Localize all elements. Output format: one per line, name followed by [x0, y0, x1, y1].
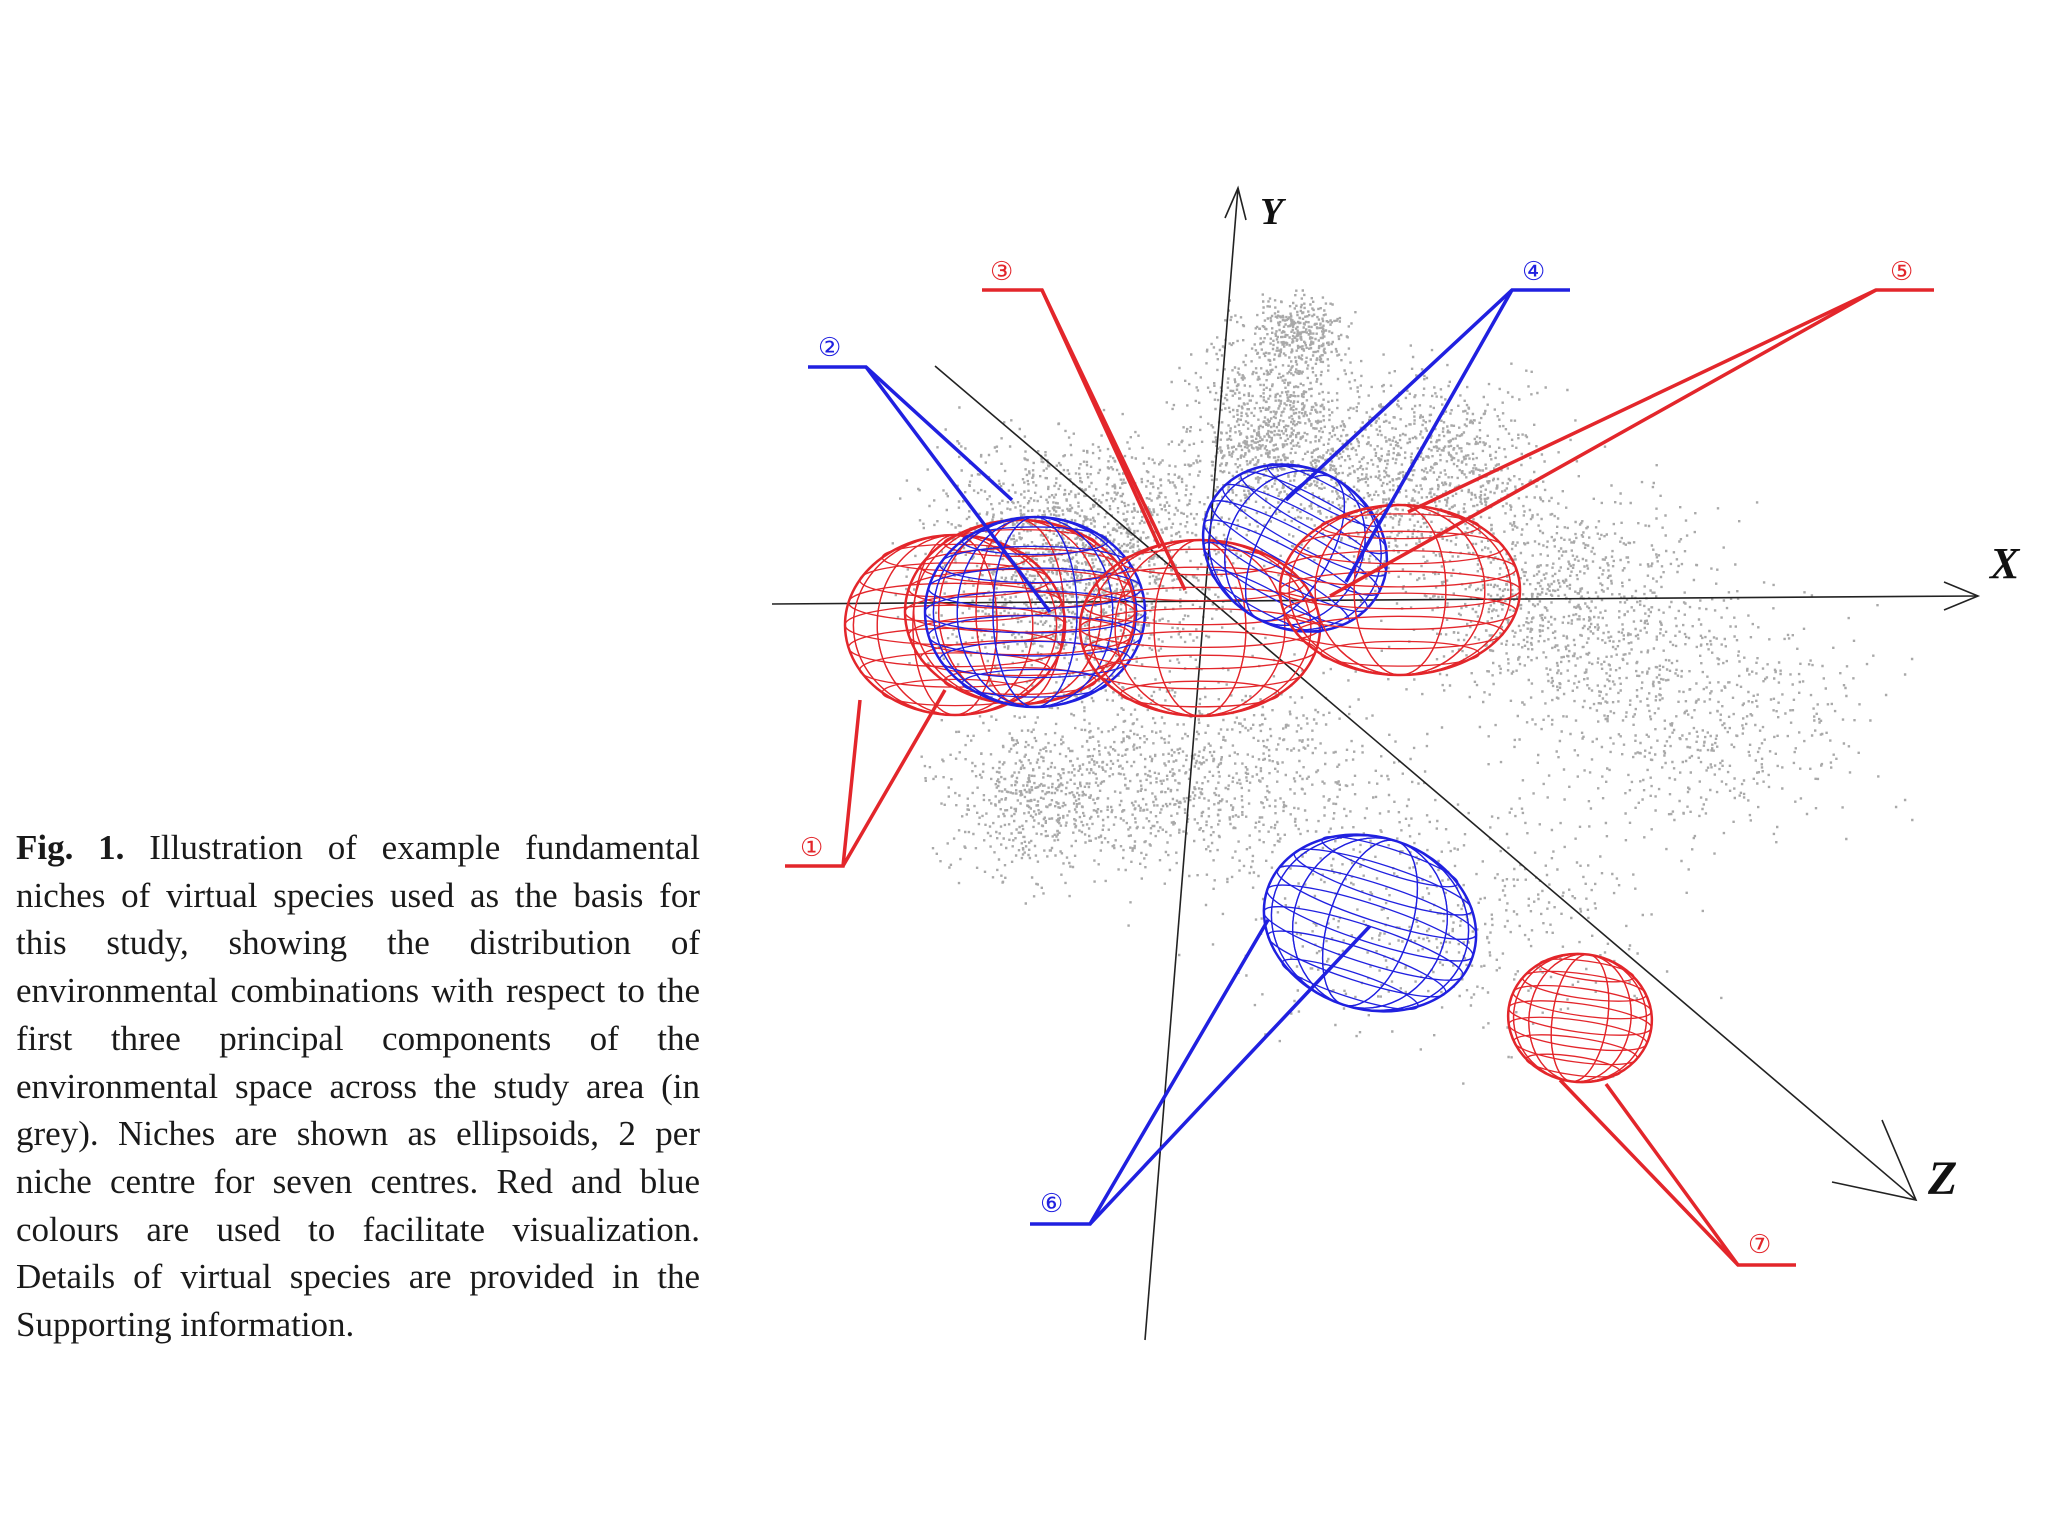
niche-label-7: ⑦ [1748, 1230, 1772, 1260]
niche-7-ellipsoid [1500, 945, 1660, 1092]
leader-5b [1330, 290, 1876, 596]
niche-label-1: ① [800, 833, 824, 863]
leader-3b [1042, 290, 1160, 548]
y-axis-line [1145, 188, 1238, 1340]
niche-5-ellipsoid [1280, 505, 1520, 675]
niche-label-3: ③ [990, 257, 1014, 287]
leader-lines [785, 290, 1934, 1265]
niche-figure [740, 160, 2048, 1360]
figure-label: Fig. 1. [16, 828, 125, 867]
leader-2 [808, 367, 1012, 500]
caption-text: Illustration of example fundamental niches of virtual species used as the basis for this study, showing the distribution of environmental combinations with respect to the first three principal components of the environmental space across the study area (in grey). Niches are shown as ellipsoids, 2 per niche centre for seven centres. Red and blue colours are used to facilitate visualization. Details of virtual species are provided in the Supporting information. [16, 828, 701, 1345]
z-axis-arrowhead [1832, 1120, 1916, 1200]
leader-7b [1606, 1084, 1738, 1265]
z-axis-line [935, 366, 1916, 1200]
niche-label-5: ⑤ [1890, 257, 1914, 287]
figure-caption [16, 824, 700, 1349]
z-axis-label: Z [1928, 1152, 1958, 1205]
y-axis-label: Y [1260, 191, 1284, 233]
niche-label-4: ④ [1522, 257, 1546, 287]
axes [772, 188, 1978, 1340]
x-axis-label: X [1990, 539, 2020, 588]
leader-5 [1408, 290, 1934, 512]
niche-label-2: ② [818, 333, 842, 363]
leader-6b [1090, 926, 1370, 1224]
niche-label-6: ⑥ [1040, 1189, 1064, 1219]
